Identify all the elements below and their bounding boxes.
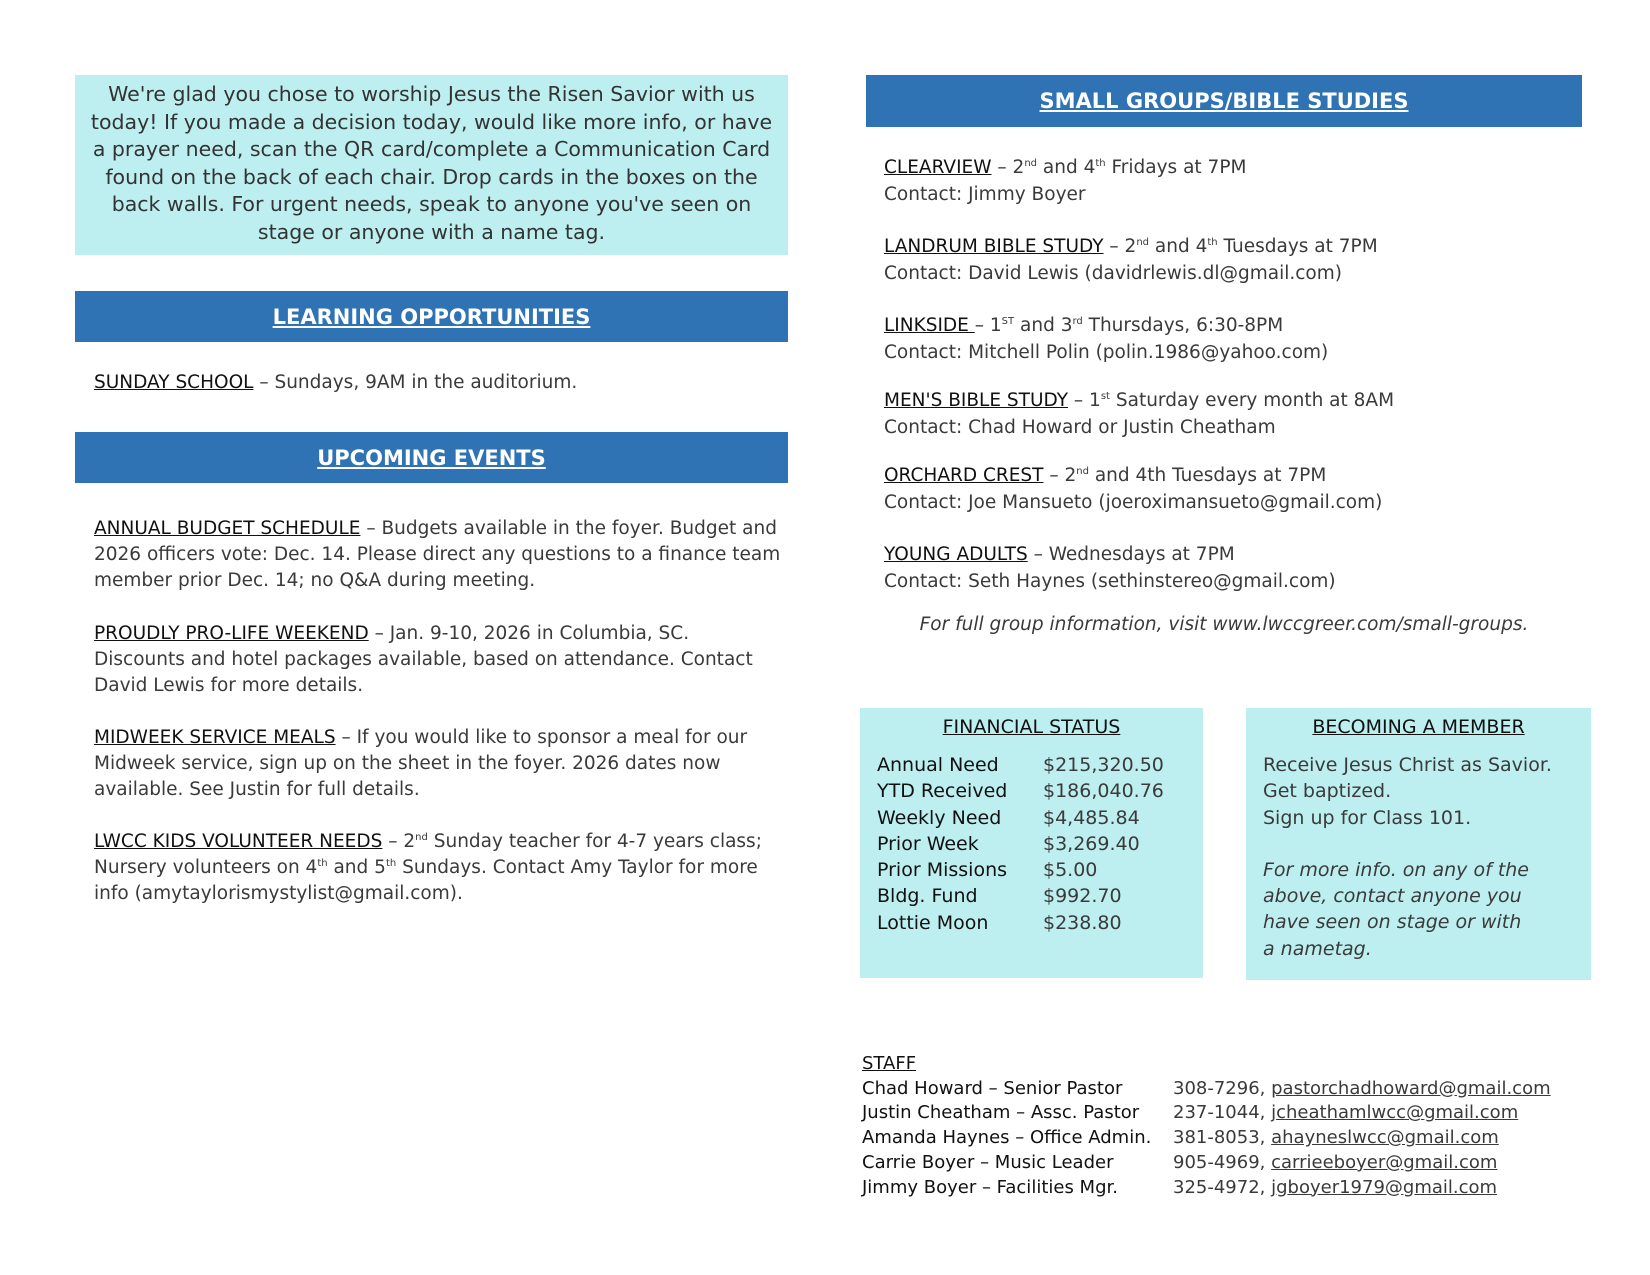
group-contact: Contact: David Lewis (davidrlewis.dl@gmail.com)	[884, 262, 1342, 284]
group-heading: LINKSIDE	[884, 315, 975, 336]
staff-email-link[interactable]: pastorchadhoward@gmail.com	[1271, 1077, 1551, 1099]
financial-row: Annual Need $215,320.50	[877, 754, 1164, 776]
learning-header	[75, 291, 788, 342]
staff-email-link[interactable]: jgboyer1979@gmail.com	[1271, 1176, 1498, 1198]
member-title: BECOMING A MEMBER	[1312, 716, 1525, 738]
staff-row: Jimmy Boyer – Facilities Mgr. 325-4972, jgboyer1979@gmail.com	[862, 1176, 1498, 1198]
group-contact: Contact: Mitchell Polin (polin.1986@yahoo.com)	[884, 341, 1329, 363]
event-item	[94, 621, 754, 699]
event-item	[94, 725, 769, 803]
learning-title: LEARNING OPPORTUNITIES	[272, 304, 591, 329]
group-heading: MEN'S BIBLE STUDY	[884, 390, 1069, 411]
group-heading: LANDRUM BIBLE STUDY	[884, 236, 1104, 257]
group-contact: Contact: Joe Mansueto (joeroximansueto@gmail.com)	[884, 491, 1383, 513]
financial-row: Bldg. Fund $992.70	[877, 885, 1122, 908]
staff-row: Carrie Boyer – Music Leader 905-4969, carrieeboyer@gmail.com	[862, 1151, 1498, 1173]
event-text: – If you would like to sponsor a meal for our Midweek service, sign up on the sheet in the foyer. 2026 dates now available. See Justin for full details.	[94, 727, 748, 800]
member-panel	[1246, 708, 1591, 980]
financial-row: Lottie Moon $238.80	[877, 911, 1122, 934]
staff-row: Justin Cheatham – Assc. Pastor 237-1044, jcheathamlwcc@gmail.com	[862, 1102, 1519, 1124]
member-note-line: a nametag.	[1263, 937, 1372, 960]
financial-row: Prior Week $3,269.40	[877, 832, 1140, 855]
group-contact: Contact: Jimmy Boyer	[884, 183, 1086, 205]
event-text: – Jan. 9-10, 2026 in Columbia, SC. Discounts and hotel packages available, based on attendance. Contact David Lewis for more details.	[94, 623, 753, 696]
staff-row: Chad Howard – Senior Pastor 308-7296, pastorchadhoward@gmail.com	[862, 1077, 1551, 1099]
group-item: CLEARVIEW – 2nd and 4th Fridays at 7PM Contact: Jimmy Boyer	[884, 155, 1574, 208]
group-heading: CLEARVIEW	[884, 157, 992, 178]
groups-title: SMALL GROUPS/BIBLE STUDIES	[1039, 89, 1409, 113]
event-heading: ANNUAL BUDGET SCHEDULE	[94, 518, 361, 539]
event-item	[94, 516, 784, 594]
group-contact: Contact: Chad Howard or Justin Cheatham	[884, 416, 1276, 438]
welcome-box	[75, 75, 788, 255]
group-item: YOUNG ADULTS – Wednesdays at 7PM Contact: Seth Haynes (sethinstereo@gmail.com)	[884, 542, 1574, 595]
member-note-line: have seen on stage or with	[1263, 911, 1522, 934]
financial-row: YTD Received $186,040.76	[877, 780, 1164, 803]
event-heading: LWCC KIDS VOLUNTEER NEEDS	[94, 831, 383, 852]
financial-table	[877, 752, 1203, 936]
financial-title: FINANCIAL STATUS	[942, 716, 1121, 738]
staff-row: Amanda Haynes – Office Admin. 381-8053, ahayneslwcc@gmail.com	[862, 1127, 1499, 1149]
member-note-line: For more info. on any of the	[1263, 858, 1529, 881]
financial-panel	[860, 708, 1203, 978]
events-header	[75, 432, 788, 483]
group-heading: YOUNG ADULTS	[884, 544, 1028, 565]
groups-header	[866, 75, 1582, 127]
sunday-school-heading: SUNDAY SCHOOL	[94, 372, 254, 393]
group-item: ORCHARD CREST – 2nd and 4th Tuesdays at 7PM Contact: Joe Mansueto (joeroximansueto@gmail.com)	[884, 463, 1574, 516]
member-step: Receive Jesus Christ as Savior.	[1263, 754, 1552, 776]
groups-note: For full group information, visit www.lwccgreer.com/small-groups.	[919, 614, 1529, 635]
member-note-line: above, contact anyone you	[1263, 885, 1522, 908]
staff-email-link[interactable]: ahayneslwcc@gmail.com	[1271, 1127, 1499, 1149]
event-heading: MIDWEEK SERVICE MEALS	[94, 727, 336, 748]
group-item: LANDRUM BIBLE STUDY – 2nd and 4th Tuesdays at 7PM Contact: David Lewis (davidrlewis.dl@gmail.com)	[884, 234, 1574, 287]
group-contact: Contact: Seth Haynes (sethinstereo@gmail.com)	[884, 570, 1336, 592]
staff-title: STAFF	[862, 1053, 917, 1074]
financial-row: Prior Missions $5.00	[877, 859, 1098, 882]
event-item: LWCC KIDS VOLUNTEER NEEDS – 2nd Sunday teacher for 4-7 years class; Nursery volunteers on 4th and 5th Sundays. Contact Amy Taylor for more info (amytaylorismystylist@gmail.com).	[94, 831, 762, 904]
events-title: UPCOMING EVENTS	[317, 445, 546, 470]
welcome-text: We're glad you chose to worship Jesus the Risen Savior with us today! If you made a decision today, would like more info, or have a prayer need, scan the QR card/complete a Communication Card found on the back of each chair. Drop cards in the boxes on the back walls. For urgent needs, speak to anyone you've seen on stage or anyone with a name tag.	[90, 82, 773, 244]
member-step: Get baptized.	[1263, 780, 1392, 803]
group-item: MEN'S BIBLE STUDY – 1st Saturday every month at 8AM Contact: Chad Howard or Justin Cheatham	[884, 388, 1574, 441]
group-item: LINKSIDE – 1ST and 3rd Thursdays, 6:30-8PM Contact: Mitchell Polin (polin.1986@yahoo.com)	[884, 313, 1574, 366]
event-text: – Budgets available in the foyer. Budget and 2026 officers vote: Dec. 14. Please direct any questions to a finance team member prior Dec. 14; no Q&A during meeting.	[94, 518, 781, 591]
sunday-school-text: – Sundays, 9AM in the auditorium.	[253, 372, 578, 393]
financial-row: Weekly Need $4,485.84	[877, 806, 1140, 829]
group-heading: ORCHARD CREST	[884, 465, 1044, 486]
member-steps	[1263, 752, 1591, 962]
staff-email-link[interactable]: carrieeboyer@gmail.com	[1271, 1151, 1498, 1173]
staff-section	[862, 1052, 1622, 1200]
learning-item	[94, 370, 784, 396]
member-step: Sign up for Class 101.	[1263, 806, 1472, 829]
staff-email-link[interactable]: jcheathamlwcc@gmail.com	[1271, 1102, 1519, 1124]
event-heading: PROUDLY PRO-LIFE WEEKEND	[94, 623, 369, 644]
